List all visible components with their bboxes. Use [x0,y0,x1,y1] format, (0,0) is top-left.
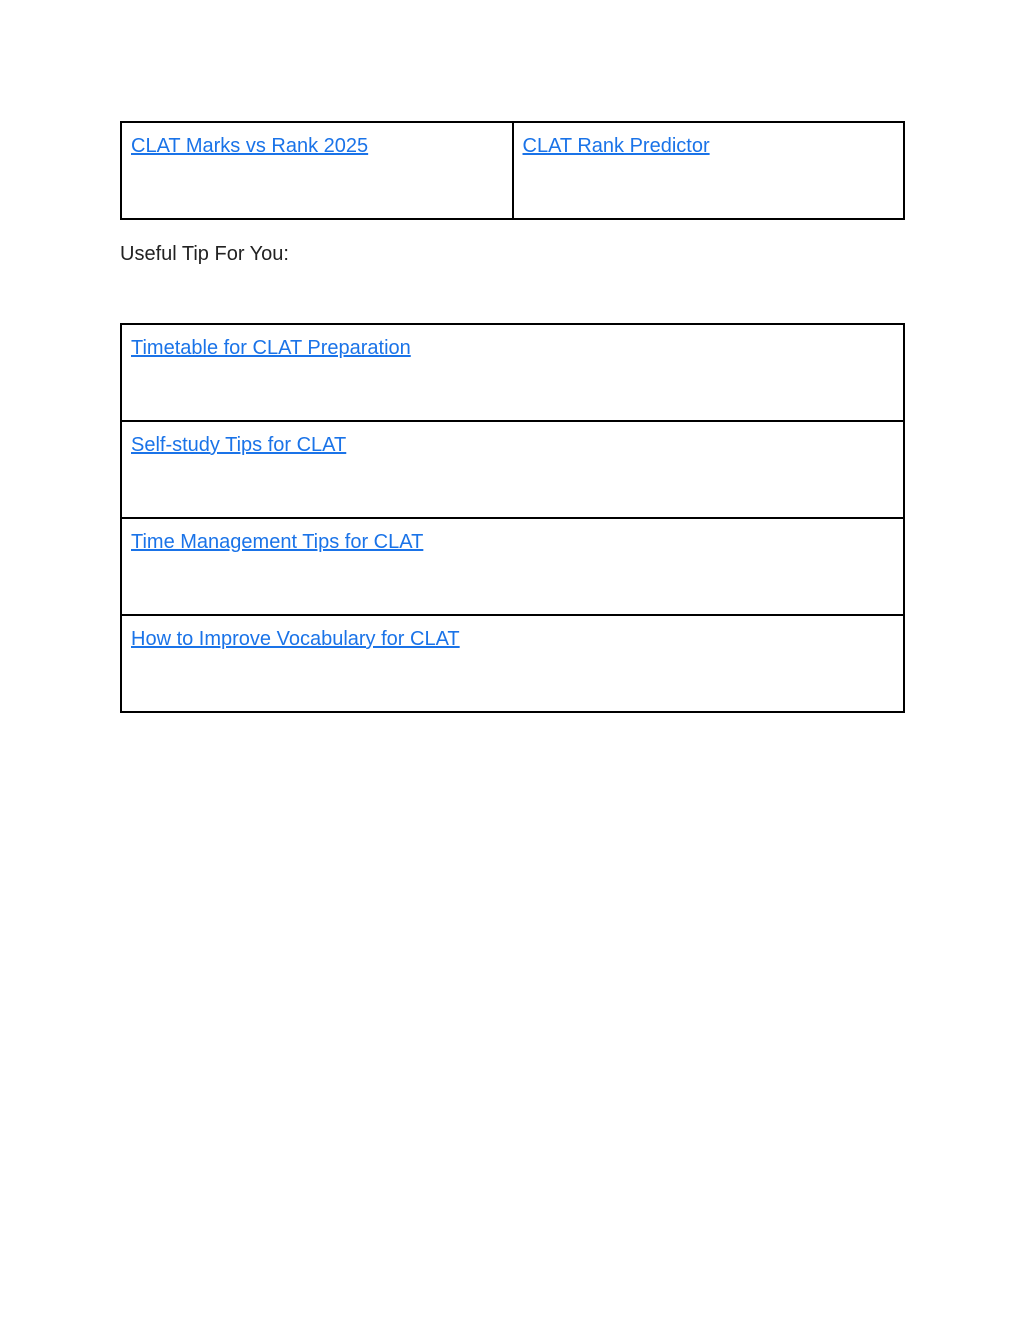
table-row [121,421,904,518]
table-cell [121,615,904,712]
table-row [121,324,904,421]
self-study-tips-link[interactable]: Self-study Tips for CLAT [131,434,347,456]
vocabulary-tips-link[interactable]: How to Improve Vocabulary for CLAT [131,628,460,650]
table-row [121,122,904,219]
tips-table [120,323,905,713]
related-links-table [120,121,905,220]
timetable-link[interactable]: Timetable for CLAT Preparation [131,337,411,359]
table-cell [513,122,905,219]
table-cell [121,518,904,615]
tips-heading: Useful Tip For You: [120,243,289,265]
table-row [121,615,904,712]
table-row [121,518,904,615]
time-management-tips-link[interactable]: Time Management Tips for CLAT [131,531,424,553]
table-cell [121,122,513,219]
clat-rank-predictor-link[interactable]: CLAT Rank Predictor [522,135,710,157]
table-cell [121,421,904,518]
clat-marks-vs-rank-link[interactable]: CLAT Marks vs Rank 2025 [131,135,369,157]
table-cell [121,324,904,421]
